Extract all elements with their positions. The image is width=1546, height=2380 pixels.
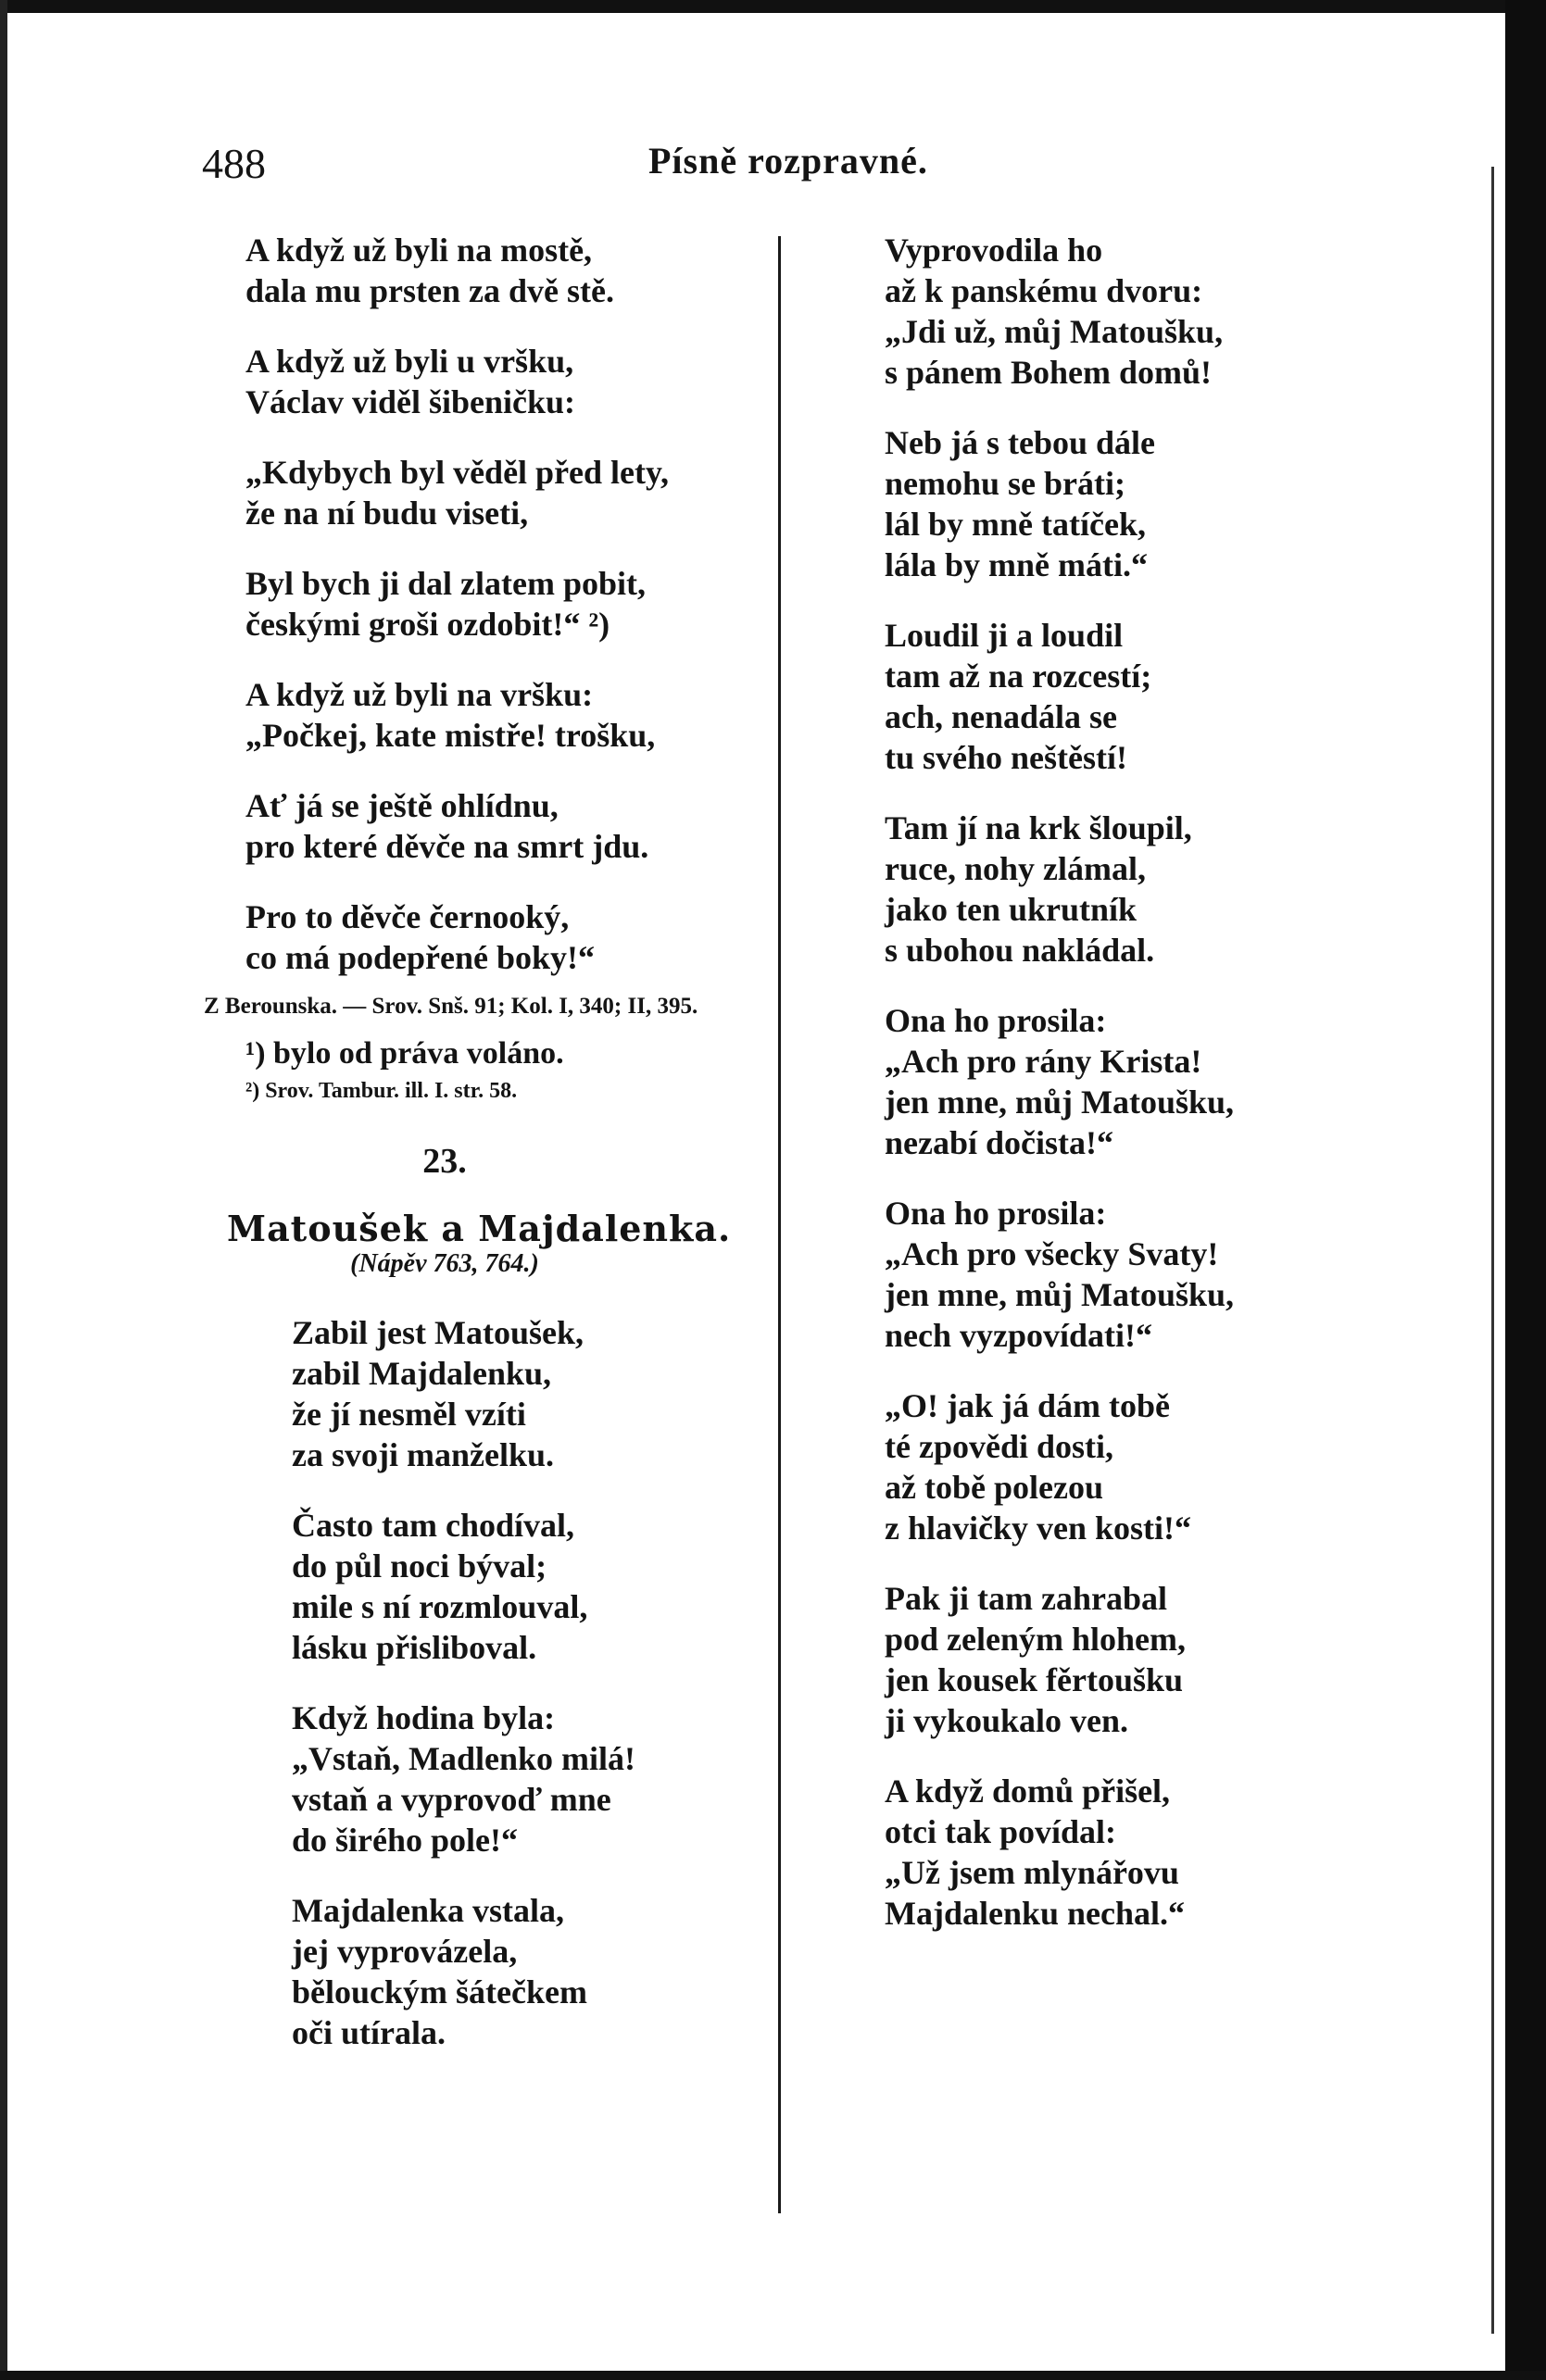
stanza <box>885 1385 1320 1548</box>
verse-line: nemohu se bráti; <box>885 465 1125 502</box>
verse-line: co má podepřené boky!“ <box>245 939 595 976</box>
scan-border-bottom <box>0 2371 1546 2380</box>
verse-line: z hlavičky ven kosti!“ <box>885 1509 1192 1547</box>
stanza <box>292 1890 764 2053</box>
verse-line: Majdalenku nechal.“ <box>885 1895 1186 1932</box>
verse-line: nech vyzpovídati!“ <box>885 1317 1153 1354</box>
stanza <box>292 1312 764 1475</box>
verse-line: s ubohou nakládal. <box>885 932 1155 969</box>
stanza <box>885 1578 1320 1741</box>
verse-line: A když už byli u vršku, <box>245 343 574 380</box>
verse-line: Majdalenka vstala, <box>292 1892 565 1929</box>
verse-line: zabil Majdalenku, <box>292 1355 552 1392</box>
scan-border-left <box>0 0 7 2380</box>
scan-border-top <box>0 0 1546 13</box>
running-head: Písně rozpravné. <box>648 140 928 182</box>
verse-line: Byl bych ji dal zlatem pobit, <box>245 565 647 602</box>
verse-line: Neb já s tebou dále <box>885 424 1156 461</box>
verse-line: vstaň a vyprovoď mne <box>292 1781 611 1818</box>
stanza <box>245 563 764 645</box>
verse-line: „Už jsem mlynářovu <box>885 1854 1179 1891</box>
verse-line: nezabí dočista!“ <box>885 1124 1113 1161</box>
verse-line: Václav viděl šibeničku: <box>245 383 576 420</box>
source-note: Z Berounska. — Srov. Snš. 91; Kol. I, 340; II, 395. <box>204 994 698 1019</box>
stanza <box>292 1697 764 1860</box>
song-number: 23. <box>422 1142 467 1181</box>
verse-line: Tam jí na krk šloupil, <box>885 809 1192 846</box>
verse-line: lásku přisliboval. <box>292 1629 537 1666</box>
verse-line: lál by mně tatíček, <box>885 506 1146 543</box>
stanza <box>245 341 764 422</box>
verse-line: do širého pole!“ <box>292 1822 519 1859</box>
verse-line: pro které děvče na smrt jdu. <box>245 828 649 865</box>
verse-line: Vyprovodila ho <box>885 232 1103 269</box>
verse-line: Ona ho prosila: <box>885 1195 1107 1232</box>
stanza <box>885 230 1320 393</box>
stanza <box>885 422 1320 585</box>
melody-reference: (Nápěv 763, 764.) <box>350 1249 539 1278</box>
verse-line: až k panskému dvoru: <box>885 272 1203 309</box>
stanza <box>245 452 764 533</box>
verse-line: „Jdi už, můj Matoušku, <box>885 313 1224 350</box>
verse-line: dala mu prsten za dvě stě. <box>245 272 614 309</box>
verse-line: Pak ji tam zahrabal <box>885 1580 1167 1617</box>
verse-line: že na ní budu viseti, <box>245 495 529 532</box>
verse-line: „O! jak já dám tobě <box>885 1387 1170 1424</box>
verse-line: mile s ní rozmlouval, <box>292 1588 588 1625</box>
verse-line: za svoji manželku. <box>292 1436 554 1473</box>
verse-line: Ať já se ještě ohlídnu, <box>245 787 559 824</box>
verse-line: pod zeleným hlohem, <box>885 1621 1187 1658</box>
verse-line: s pánem Bohem domů! <box>885 354 1213 391</box>
stanza <box>885 1193 1320 1356</box>
verse-line: jej vyprovázela, <box>292 1933 518 1970</box>
right-column <box>885 230 1320 1963</box>
verse-line: tam až na rozcestí; <box>885 658 1152 695</box>
verse-line: jen mne, můj Matoušku, <box>885 1084 1235 1121</box>
verse-line: že jí nesměl vzíti <box>292 1396 526 1433</box>
verse-line: Pro to děvče černooký, <box>245 898 570 935</box>
verse-line: „Ach pro rány Krista! <box>885 1043 1202 1080</box>
verse-line: otci tak povídal: <box>885 1813 1117 1850</box>
verse-line: „Vstaň, Madlenko milá! <box>292 1740 636 1777</box>
verse-line: do půl noci býval; <box>292 1547 547 1585</box>
verse-line: bělouckým šátečkem <box>292 1973 587 2010</box>
stanza <box>245 785 764 867</box>
verse-line: „Kdybych byl věděl před lety, <box>245 454 670 491</box>
verse-line: Ona ho prosila: <box>885 1002 1107 1039</box>
verse-line: jen kousek fěrtoušku <box>885 1661 1184 1698</box>
left-column <box>204 230 764 2083</box>
verse-line: Když hodina byla: <box>292 1699 556 1736</box>
footnote-2: ²) Srov. Tambur. ill. I. str. 58. <box>245 1079 518 1103</box>
verse-line: „Ach pro všecky Svaty! <box>885 1235 1219 1272</box>
stanza <box>245 230 764 311</box>
song-title: Matoušek a Majdalenka. <box>227 1208 732 1249</box>
stanza <box>292 1505 764 1668</box>
stanza <box>885 615 1320 778</box>
stanza <box>885 1000 1320 1163</box>
verse-line: až tobě polezou <box>885 1469 1103 1506</box>
verse-line: oči utírala. <box>292 2014 446 2051</box>
verse-line: ach, nenadála se <box>885 698 1118 735</box>
stanza <box>885 808 1320 971</box>
page-number: 488 <box>202 140 266 187</box>
verse-line: Loudil ji a loudil <box>885 617 1124 654</box>
verse-line: A když už byli na mostě, <box>245 232 593 269</box>
verse-line: jen mne, můj Matoušku, <box>885 1276 1235 1313</box>
stanza <box>245 896 764 978</box>
verse-line: A když domů přišel, <box>885 1772 1171 1810</box>
verse-line: Zabil jest Matoušek, <box>292 1314 584 1351</box>
verse-line: Často tam chodíval, <box>292 1507 574 1544</box>
verse-line: jako ten ukrutník <box>885 891 1138 928</box>
verse-line: lála by mně máti.“ <box>885 546 1148 583</box>
verse-line: českými groši ozdobit!“ ²) <box>245 606 610 643</box>
verse-line: ji vykoukalo ven. <box>885 1702 1129 1739</box>
verse-line: „Počkej, kate mistře! trošku, <box>245 717 656 754</box>
verse-line: té zpovědi dosti, <box>885 1428 1113 1465</box>
footnote-1: ¹) bylo od práva voláno. <box>245 1036 564 1071</box>
scan-margin-line <box>1491 167 1494 2334</box>
stanza <box>885 1771 1320 1934</box>
verse-line: tu svého neštěstí! <box>885 739 1127 776</box>
stanza <box>245 674 764 756</box>
column-divider <box>778 236 781 2213</box>
verse-line: ruce, nohy zlámal, <box>885 850 1146 887</box>
verse-line: A když už byli na vršku: <box>245 676 594 713</box>
scan-border-right <box>1505 0 1546 2380</box>
